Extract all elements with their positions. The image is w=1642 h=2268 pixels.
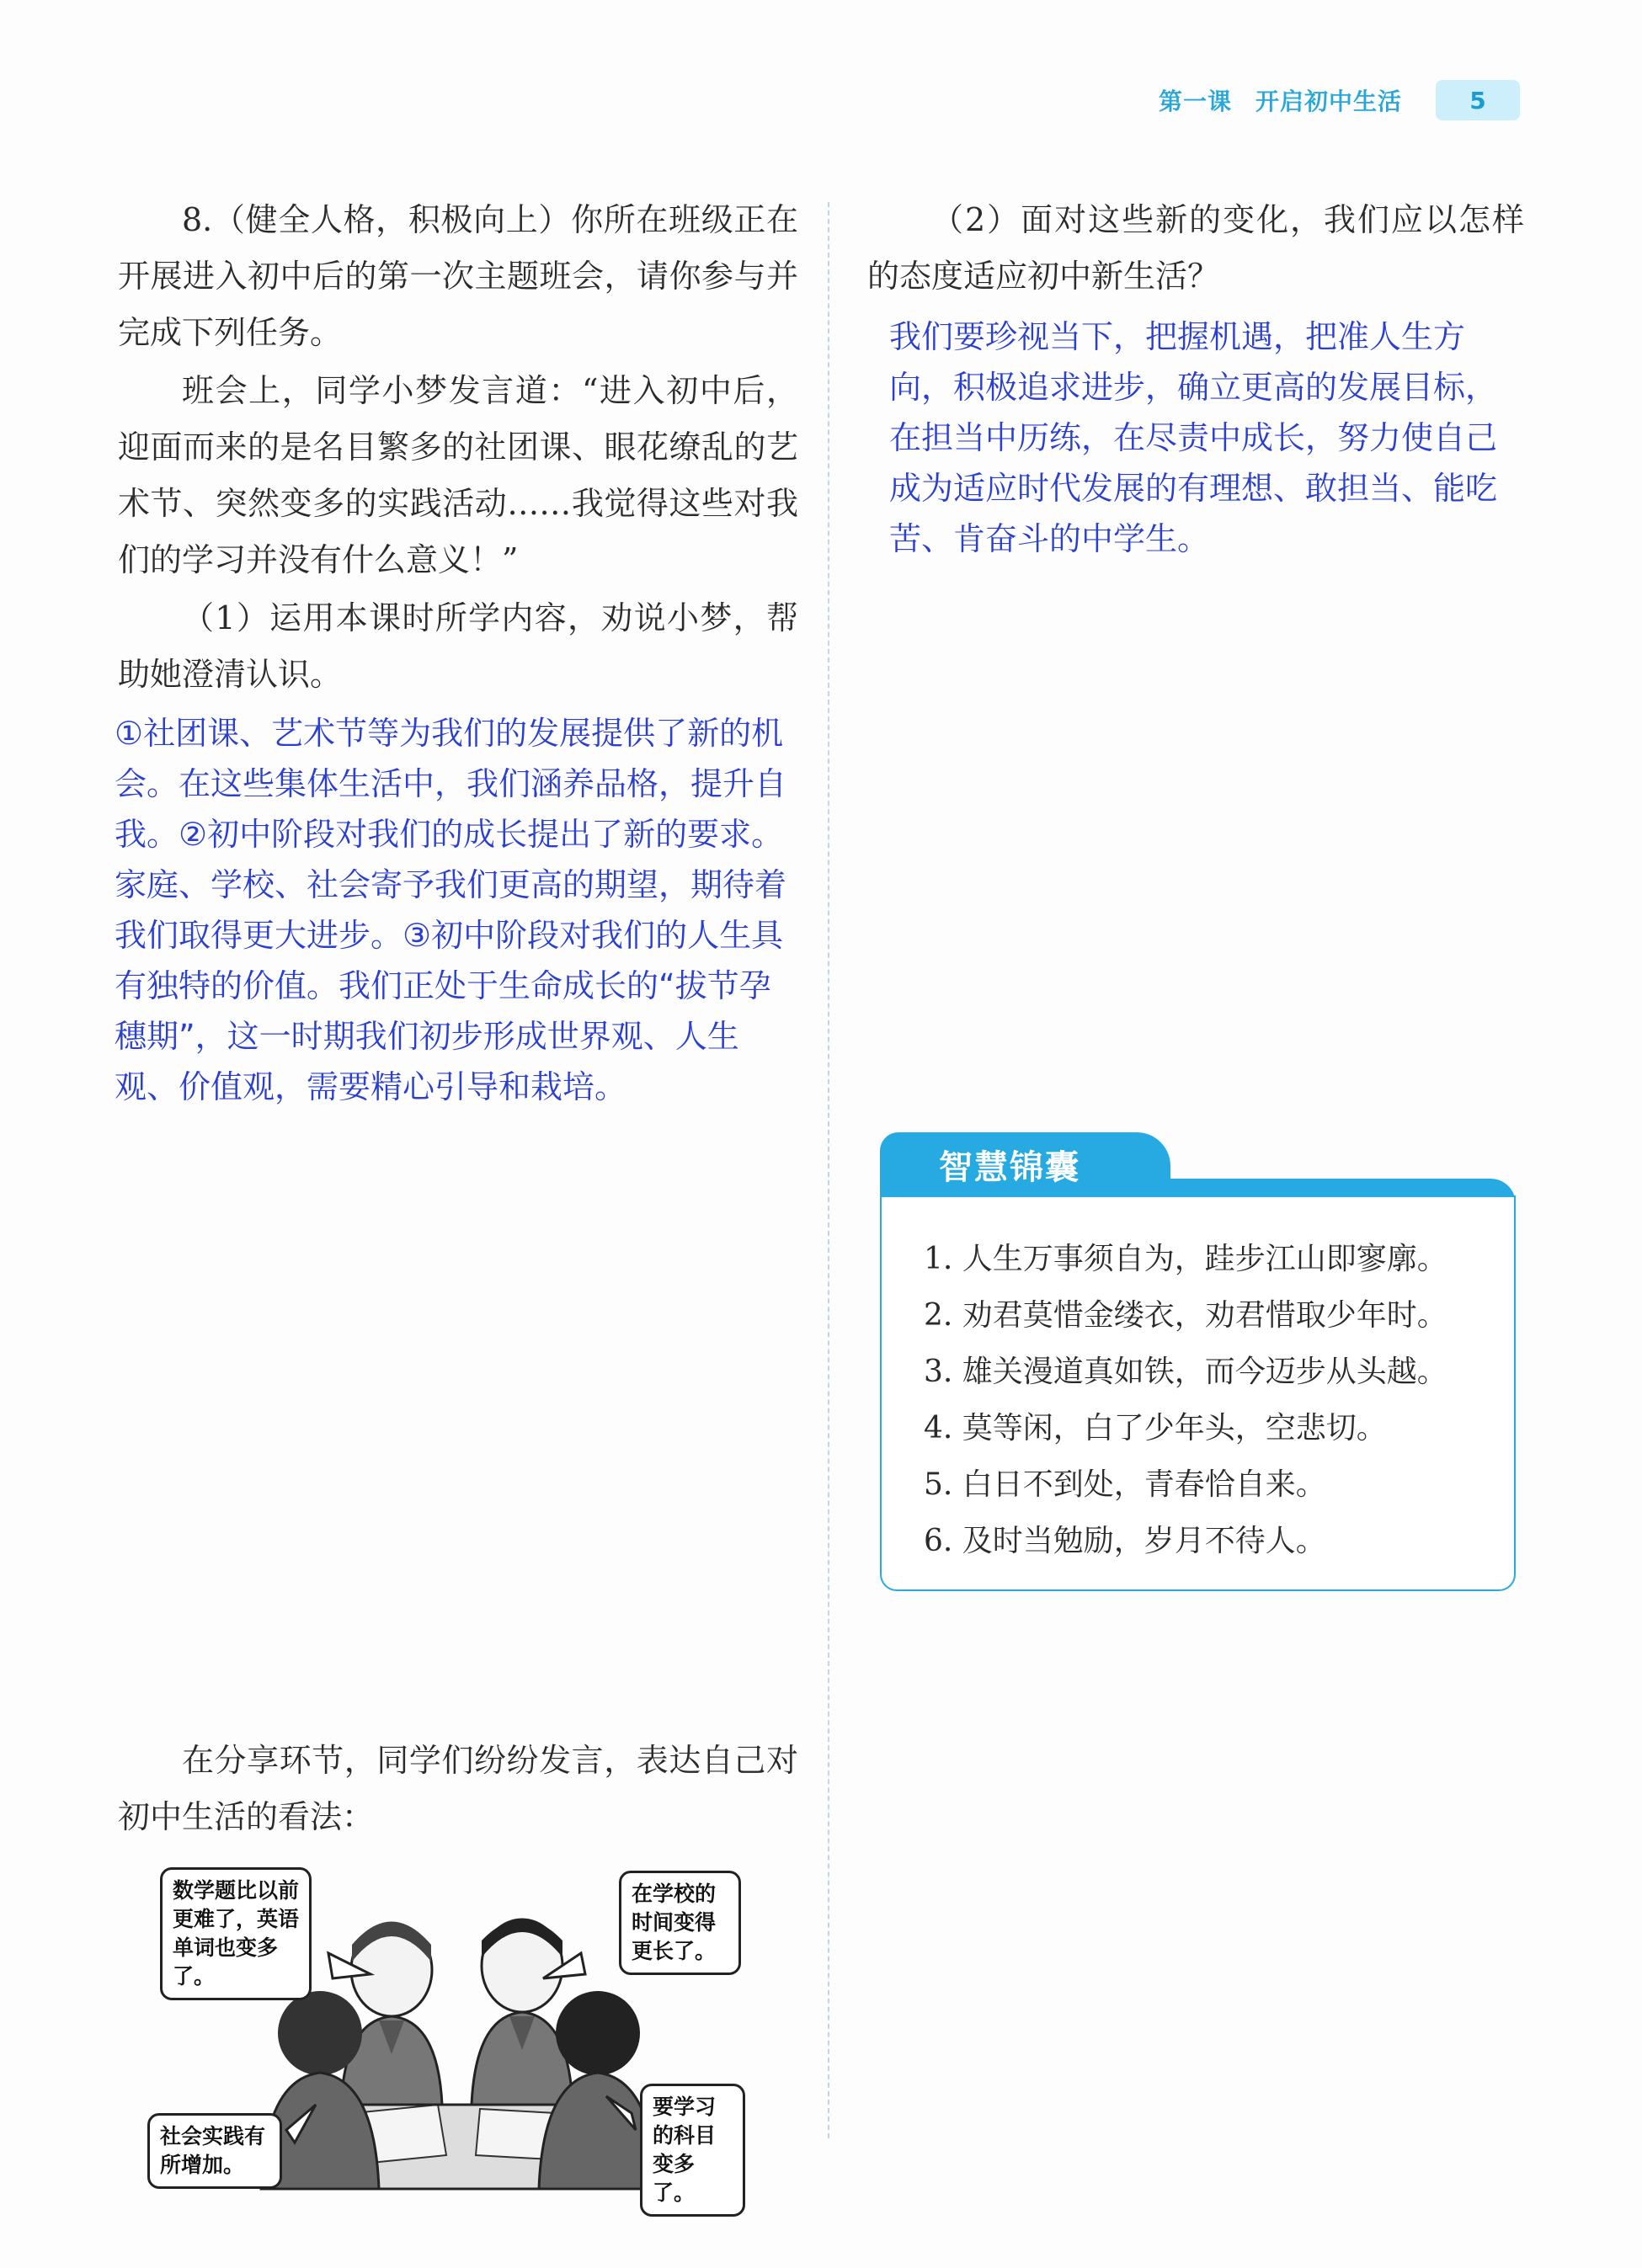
share-intro: 在分享环节，同学们纷纷发言，表达自己对初中生活的看法： — [118, 1742, 798, 1835]
speech-bubble: 在学校的时间变得更长了。 — [619, 1871, 741, 1975]
scenario-text: 班会上，同学小梦发言道：“进入初中后，迎面而来的是名目繁多的社团课、眼花缭乱的艺术节、突然变多的实践活动……我觉得这些对我们的学习并没有什么意义！” — [118, 372, 798, 578]
page-number: 5 — [1436, 80, 1520, 120]
wisdom-item: 5. 白日不到处，青春恰自来。 — [924, 1467, 1326, 1502]
wisdom-item: 2. 劝君莫惜金缕衣，劝君惜取少年时。 — [924, 1298, 1447, 1333]
wisdom-item: 3. 雄关漫道真如铁，而今迈步从头越。 — [924, 1355, 1447, 1389]
lesson-title: 开启初中生活 — [1255, 88, 1402, 115]
wisdom-item: 4. 莫等闲，白了少年头，空悲切。 — [924, 1411, 1387, 1445]
column-divider — [828, 202, 829, 2138]
wisdom-item: 1. 人生万事须自为，跬步江山即寥廓。 — [924, 1242, 1447, 1276]
page-header — [1159, 80, 1520, 120]
speech-bubble: 社会实践有所增加。 — [147, 2113, 282, 2189]
answer-1: ①社团课、艺术节等为我们的发展提供了新的机会。在这些集体生活中，我们涵养品格，提升自我。②初中阶段对我们的成长提出了新的要求。家庭、学校、社会寄予我们更高的期望，期待着我们取得更大进步。③初中阶段对我们的人生具有独特的价值。我们正处于生命成长的“拔节孕穗期”，这一时期我们初步形成世界观、人生观、价值观，需要精心引导和栽培。 — [115, 715, 787, 1105]
speech-bubble: 要学习的科目变多了。 — [640, 2084, 745, 2217]
wisdom-title: 智慧锦囊 — [939, 1148, 1080, 1187]
wisdom-item: 6. 及时当勉励，岁月不待人。 — [924, 1524, 1326, 1558]
left-column — [115, 192, 798, 1835]
right-column — [867, 192, 1524, 564]
wisdom-content-box — [880, 1195, 1516, 1591]
students-illustration — [160, 1852, 766, 2206]
lesson-label: 第一课 — [1158, 88, 1232, 115]
question-1: （1）运用本课时所学内容，劝说小梦，帮助她澄清认识。 — [118, 599, 798, 693]
question-2: （2）面对这些新的变化，我们应以怎样的态度适应初中新生活？ — [867, 201, 1524, 295]
question-intro: 8.（健全人格，积极向上）你所在班级正在开展进入初中后的第一次主题班会，请你参与并完成下列任务。 — [118, 201, 798, 351]
wisdom-box — [880, 1132, 1516, 1591]
answer-2: 我们要珍视当下，把握机遇，把准人生方向，积极追求进步，确立更高的发展目标，在担当中历练，在尽责中成长，努力使自己成为适应时代发展的有理想、敢担当、能吃苦、肯奋斗的中学生。 — [889, 318, 1498, 557]
speech-bubble: 数学题比以前更难了，英语单词也变多了。 — [160, 1867, 312, 2000]
wisdom-list — [924, 1231, 1497, 1569]
